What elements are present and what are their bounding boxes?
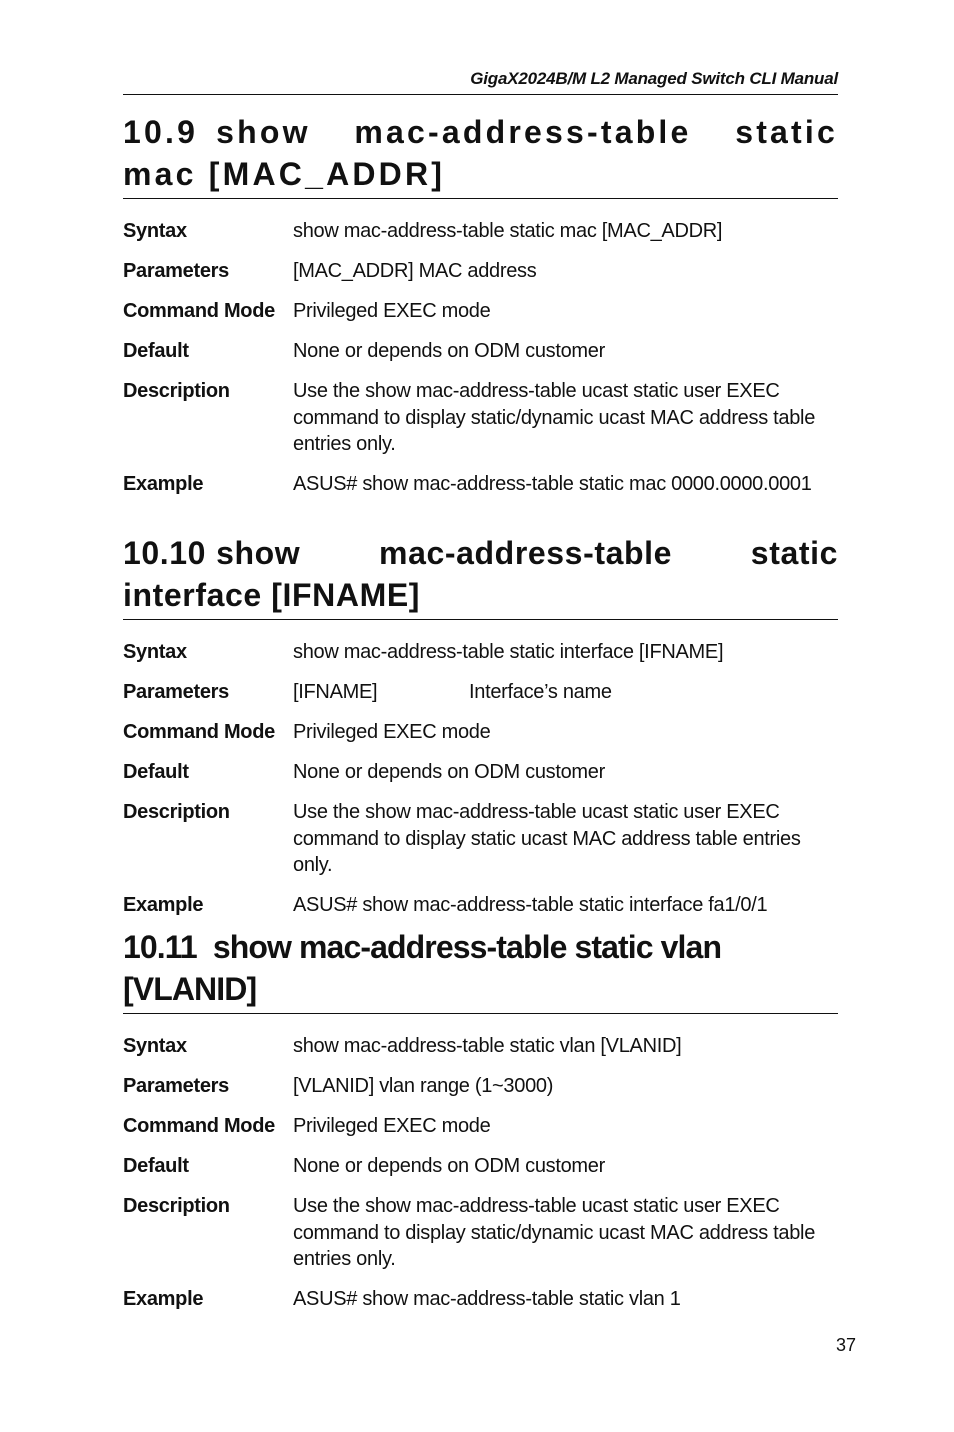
- parameters-value: [MAC_ADDR] MAC address: [293, 260, 537, 282]
- example-row: [123, 1286, 838, 1313]
- parameters-label: Parameters: [123, 260, 229, 282]
- section-title-text: show mac-address-table static vlan [VLANID]: [123, 929, 722, 1007]
- description-value: Use the show mac-address-table ucast static user EXEC command to display static/dynamic ucast MAC address table entries only.: [293, 1195, 816, 1270]
- section-title-text: show mac-address-table static mac [MAC_ADDR]: [123, 114, 838, 192]
- command-table: [123, 218, 838, 498]
- section-10-9: [123, 111, 838, 511]
- syntax-value: show mac-address-table static interface [IFNAME]: [293, 641, 724, 663]
- syntax-value: show mac-address-table static mac [MAC_ADDR]: [293, 220, 723, 242]
- command-mode-value: Privileged EXEC mode: [293, 721, 491, 743]
- parameters-value: [VLANID] vlan range (1~3000): [293, 1075, 554, 1097]
- parameters-row: [123, 679, 838, 706]
- example-value: ASUS# show mac-address-table static vlan 1: [293, 1288, 681, 1310]
- syntax-label: Syntax: [123, 1035, 187, 1057]
- command-mode-label: Command Mode: [123, 721, 275, 743]
- example-value: ASUS# show mac-address-table static mac 0000.0000.0001: [293, 473, 812, 495]
- example-value: ASUS# show mac-address-table static interface fa1/0/1: [293, 894, 768, 916]
- syntax-row: [123, 639, 838, 666]
- parameters-label: Parameters: [123, 1075, 229, 1097]
- page-number: 37: [836, 1335, 857, 1355]
- example-row: [123, 892, 838, 919]
- default-value: None or depends on ODM customer: [293, 761, 605, 783]
- section-title: [123, 926, 838, 1014]
- default-row: [123, 1153, 838, 1180]
- default-row: [123, 338, 838, 365]
- default-label: Default: [123, 1155, 189, 1177]
- section-number: 10.11: [123, 929, 197, 965]
- description-label: Description: [123, 380, 230, 402]
- parameters-value: [293, 679, 838, 706]
- description-row: [123, 378, 838, 458]
- running-header: GigaX2024B/M L2 Managed Switch CLI Manual: [470, 69, 838, 88]
- example-label: Example: [123, 894, 204, 916]
- description-label: Description: [123, 801, 230, 823]
- command-mode-row: [123, 298, 838, 325]
- command-mode-value: Privileged EXEC mode: [293, 300, 491, 322]
- command-mode-label: Command Mode: [123, 1115, 275, 1137]
- default-value: None or depends on ODM customer: [293, 340, 605, 362]
- command-mode-value: Privileged EXEC mode: [293, 1115, 491, 1137]
- header-rule: [123, 94, 838, 95]
- syntax-value: show mac-address-table static vlan [VLANID]: [293, 1035, 682, 1057]
- section-number: 10.9: [123, 114, 199, 150]
- command-table: [123, 1033, 838, 1313]
- description-row: [123, 1193, 838, 1273]
- parameters-row: [123, 1073, 838, 1100]
- example-label: Example: [123, 1288, 204, 1310]
- command-mode-label: Command Mode: [123, 300, 275, 322]
- command-mode-row: [123, 1113, 838, 1140]
- default-label: Default: [123, 340, 189, 362]
- example-row: [123, 471, 838, 498]
- section-title: [123, 111, 838, 199]
- parameter-description: Interface’s name: [469, 681, 612, 703]
- section-title: [123, 532, 838, 620]
- syntax-row: [123, 218, 838, 245]
- default-row: [123, 759, 838, 786]
- description-label: Description: [123, 1195, 230, 1217]
- syntax-row: [123, 1033, 838, 1060]
- section-title-text: show mac-address-table static interface [IFNAME]: [123, 535, 838, 613]
- command-mode-row: [123, 719, 838, 746]
- parameter-name: [IFNAME]: [293, 681, 378, 703]
- default-value: None or depends on ODM customer: [293, 1155, 605, 1177]
- syntax-label: Syntax: [123, 220, 187, 242]
- section-number: 10.10: [123, 535, 207, 571]
- default-label: Default: [123, 761, 189, 783]
- description-value: Use the show mac-address-table ucast static user EXEC command to display static ucast MAC address table entries only.: [293, 801, 801, 876]
- syntax-label: Syntax: [123, 641, 187, 663]
- description-row: [123, 799, 838, 879]
- parameters-row: [123, 258, 838, 285]
- parameters-label: Parameters: [123, 681, 229, 703]
- description-value: Use the show mac-address-table ucast static user EXEC command to display static/dynamic ucast MAC address table entries only.: [293, 380, 816, 455]
- command-table: [123, 639, 838, 919]
- example-label: Example: [123, 473, 204, 495]
- section-10-11: [123, 926, 838, 1326]
- section-10-10: [123, 532, 838, 932]
